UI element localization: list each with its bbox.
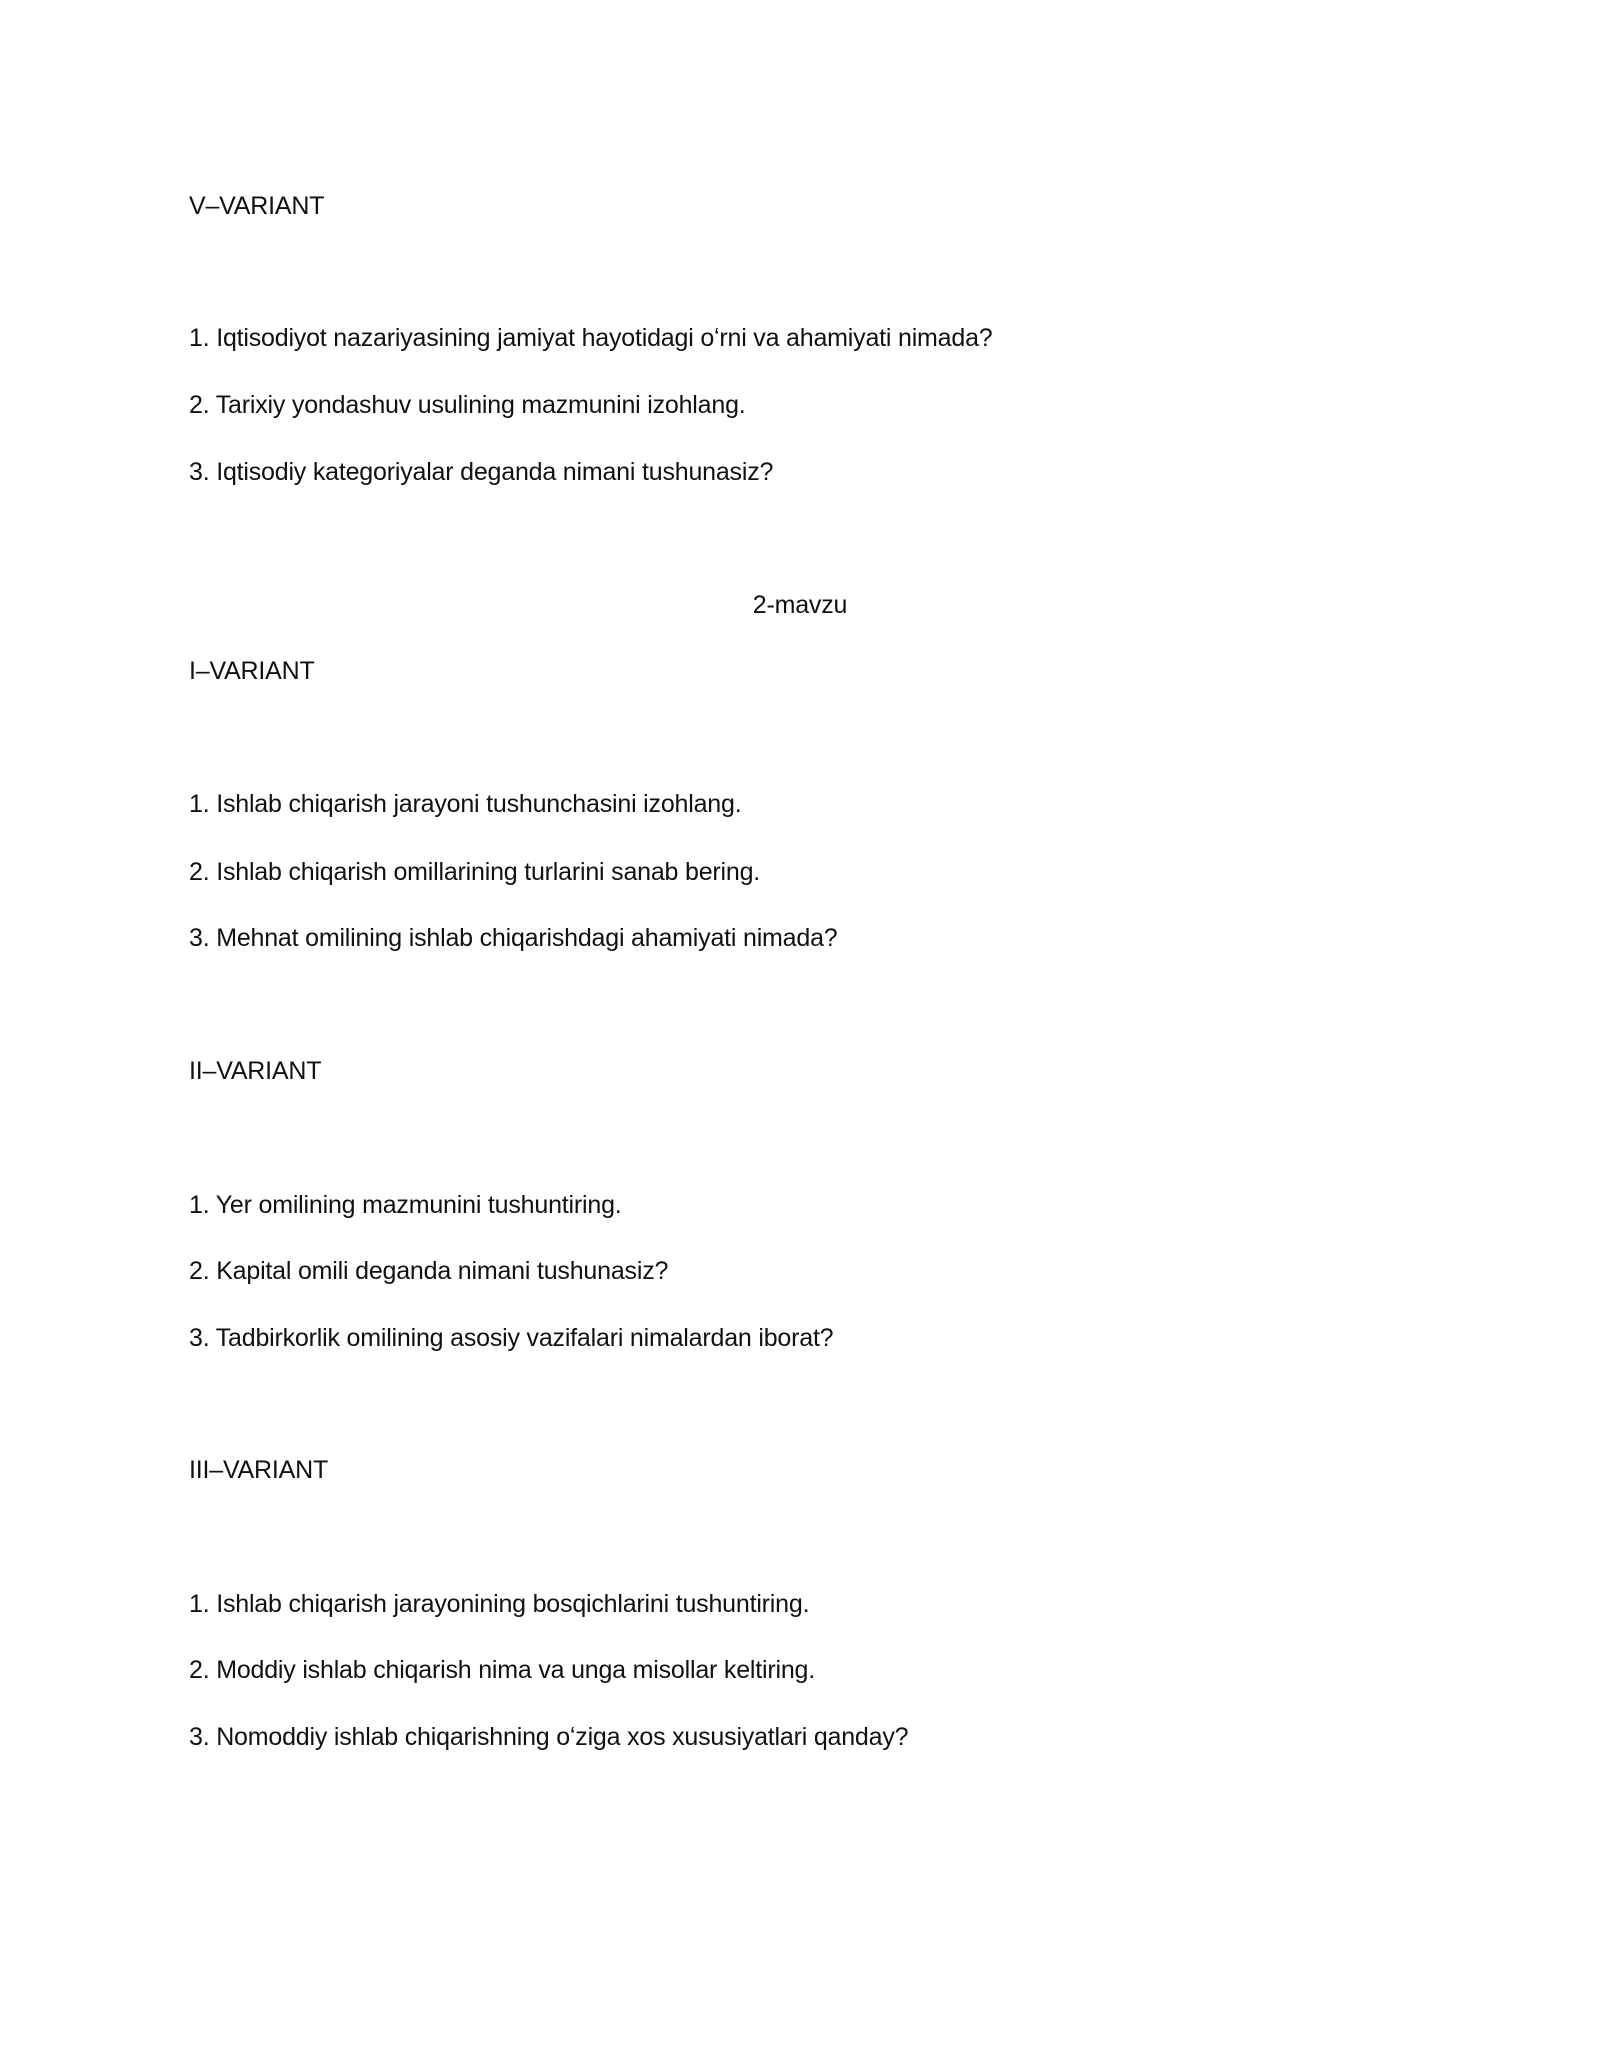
- topic-title: 2-mavzu: [752, 591, 848, 619]
- question-item: 3. Nomoddiy ishlab chiqarishning oʻziga xos xususiyatlari qanday?: [189, 1723, 909, 1751]
- variant-heading: I–VARIANT: [189, 657, 315, 685]
- variant-heading: V–VARIANT: [189, 192, 325, 220]
- question-item: 3. Iqtisodiy kategoriyalar deganda nimani tushunasiz?: [189, 458, 774, 486]
- variant-heading: II–VARIANT: [189, 1057, 322, 1085]
- question-item: 1. Ishlab chiqarish jarayoni tushunchasini izohlang.: [189, 790, 742, 818]
- question-item: 2. Kapital omili deganda nimani tushunasiz?: [189, 1257, 669, 1285]
- question-item: 1. Iqtisodiyot nazariyasining jamiyat hayotidagi oʻrni va ahamiyati nimada?: [189, 324, 993, 352]
- question-item: 3. Mehnat omilining ishlab chiqarishdagi ahamiyati nimada?: [189, 924, 838, 952]
- question-item: 3. Tadbirkorlik omilining asosiy vazifalari nimalardan iborat?: [189, 1324, 834, 1352]
- question-item: 2. Moddiy ishlab chiqarish nima va unga misollar keltiring.: [189, 1656, 815, 1684]
- question-item: 1. Ishlab chiqarish jarayonining bosqichlarini tushuntiring.: [189, 1590, 810, 1618]
- question-item: 1. Yer omilining mazmunini tushuntiring.: [189, 1191, 622, 1219]
- question-item: 2. Ishlab chiqarish omillarining turlarini sanab bering.: [189, 858, 761, 886]
- variant-heading: III–VARIANT: [189, 1456, 329, 1484]
- question-item: 2. Tarixiy yondashuv usulining mazmunini izohlang.: [189, 391, 746, 419]
